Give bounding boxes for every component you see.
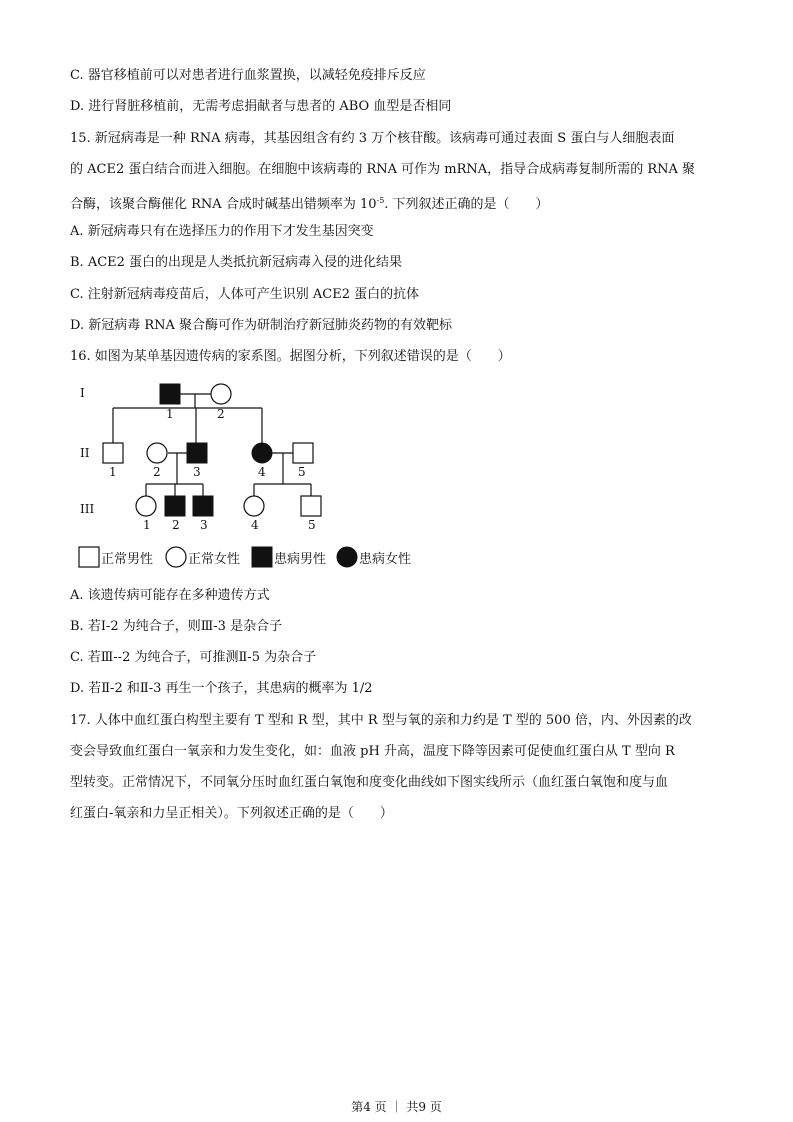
q17-stem-line4: 红蛋白-氧亲和力呈正相关）。下列叙述正确的是（ ） xyxy=(70,806,393,821)
q15-exponent: -5 xyxy=(376,196,385,205)
q15-stem-line2: 的 ACE2 蛋白结合而进入细胞。在细胞中该病毒的 RNA 可作为 mRNA，指导合成病毒复制所需的 RNA 聚 xyxy=(70,162,696,177)
normal-male-icon xyxy=(78,546,100,568)
pedigree-lines xyxy=(113,394,311,496)
q15-stem-line3-end: . 下列叙述正确的是（ ） xyxy=(384,197,549,212)
q14-option-c: C. 器官移植前可以对患者进行血浆置换，以减轻免疫排斥反应 xyxy=(70,68,426,83)
page-footer: 第4 页 ｜ 共9 页 xyxy=(351,1100,442,1114)
gen1-label-1: 1 xyxy=(166,407,174,421)
generation-label-i: I xyxy=(80,386,85,400)
gen2-normal-female-2 xyxy=(147,443,167,463)
gen3-label-4: 4 xyxy=(251,518,259,532)
gen3-label-3: 3 xyxy=(200,518,208,532)
gen2-affected-male-3 xyxy=(187,443,207,463)
gen3-normal-female-1 xyxy=(136,496,156,516)
gen2-normal-male-1 xyxy=(103,443,123,463)
gen2-label-1: 1 xyxy=(109,465,117,479)
legend-normal-male-label: 正常男性 xyxy=(101,551,154,567)
legend-affected-female xyxy=(336,546,411,568)
q15-option-c: C. 注射新冠病毒疫苗后，人体可产生识别 ACE2 蛋白的抗体 xyxy=(70,287,420,302)
q14-option-d: D. 进行肾脏移植前，无需考虑捐献者与患者的 ABO 血型是否相同 xyxy=(70,99,452,114)
legend-normal-female xyxy=(165,546,240,568)
legend-affected-male-label: 患病男性 xyxy=(274,551,327,567)
q16-option-b: B. 若Ⅰ-2 为纯合子，则Ⅲ-3 是杂合子 xyxy=(70,619,283,634)
q15-stem-line1: 15. 新冠病毒是一种 RNA 病毒，其基因组含有约 3 万个核苷酸。该病毒可通过表面 S 蛋白与人细胞表面 xyxy=(70,131,675,146)
gen3-label-1: 1 xyxy=(143,518,151,532)
gen1-affected-male-1 xyxy=(160,384,180,404)
gen2-normal-male-5 xyxy=(293,443,313,463)
legend-affected-female-label: 患病女性 xyxy=(359,551,412,567)
gen2-label-5: 5 xyxy=(298,465,306,479)
gen3-label-2: 2 xyxy=(172,518,180,532)
legend-normal-female-label: 正常女性 xyxy=(188,551,241,567)
q15-stem-line3-text: 合酶，该聚合酶催化 RNA 合成时碱基出错频率为 10 xyxy=(70,197,377,212)
pedigree-chart xyxy=(76,376,346,536)
affected-male-icon xyxy=(251,546,273,568)
gen1-normal-female-2 xyxy=(211,384,231,404)
q16-stem: 16. 如图为某单基因遗传病的家系图。据图分析，下列叙述错误的是（ ） xyxy=(70,349,511,364)
q16-option-a: A. 该遗传病可能存在多种遗传方式 xyxy=(70,588,270,603)
gen3-label-5: 5 xyxy=(308,518,316,532)
q15-option-d: D. 新冠病毒 RNA 聚合酶可作为研制治疗新冠肺炎药物的有效靶标 xyxy=(70,318,453,333)
gen1-label-2: 2 xyxy=(217,407,225,421)
q17-stem-line3: 型转变。正常情况下，不同氧分压时血红蛋白氧饱和度变化曲线如下图实线所示（血红蛋白氧饱和度与血 xyxy=(70,775,669,790)
affected-female-icon xyxy=(336,546,358,568)
gen3-affected-male-3 xyxy=(193,496,213,516)
q17-stem-line2: 变会导致血红蛋白一氧亲和力发生变化，如：血液 pH 升高，温度下降等因素可促使血红蛋白从 T 型向 R xyxy=(70,744,675,759)
legend-affected-male xyxy=(251,546,326,568)
gen2-label-3: 3 xyxy=(193,465,201,479)
generation-label-ii: II xyxy=(80,446,90,460)
q15-option-b: B. ACE2 蛋白的出现是人类抵抗新冠病毒入侵的进化结果 xyxy=(70,255,403,270)
gen3-normal-female-4 xyxy=(244,496,264,516)
gen3-affected-male-2 xyxy=(165,496,185,516)
legend-normal-male xyxy=(78,546,153,568)
q17-stem-line1: 17. 人体中血红蛋白构型主要有 T 型和 R 型，其中 R 型与氧的亲和力约是 T 型的 500 倍，内、外因素的改 xyxy=(70,713,692,728)
q16-option-d: D. 若Ⅱ-2 和Ⅱ-3 再生一个孩子，其患病的概率为 1/2 xyxy=(70,681,373,696)
q16-option-c: C. 若Ⅲ--2 为纯合子，可推测Ⅱ-5 为杂合子 xyxy=(70,650,317,665)
q15-option-a: A. 新冠病毒只有在选择压力的作用下才发生基因突变 xyxy=(70,224,374,239)
generation-label-iii: III xyxy=(80,502,95,516)
gen2-label-4: 4 xyxy=(258,465,266,479)
q15-stem-line3 xyxy=(70,193,549,213)
gen2-label-2: 2 xyxy=(153,465,161,479)
gen2-affected-female-4 xyxy=(252,443,272,463)
normal-female-icon xyxy=(165,546,187,568)
gen3-normal-male-5 xyxy=(301,496,321,516)
